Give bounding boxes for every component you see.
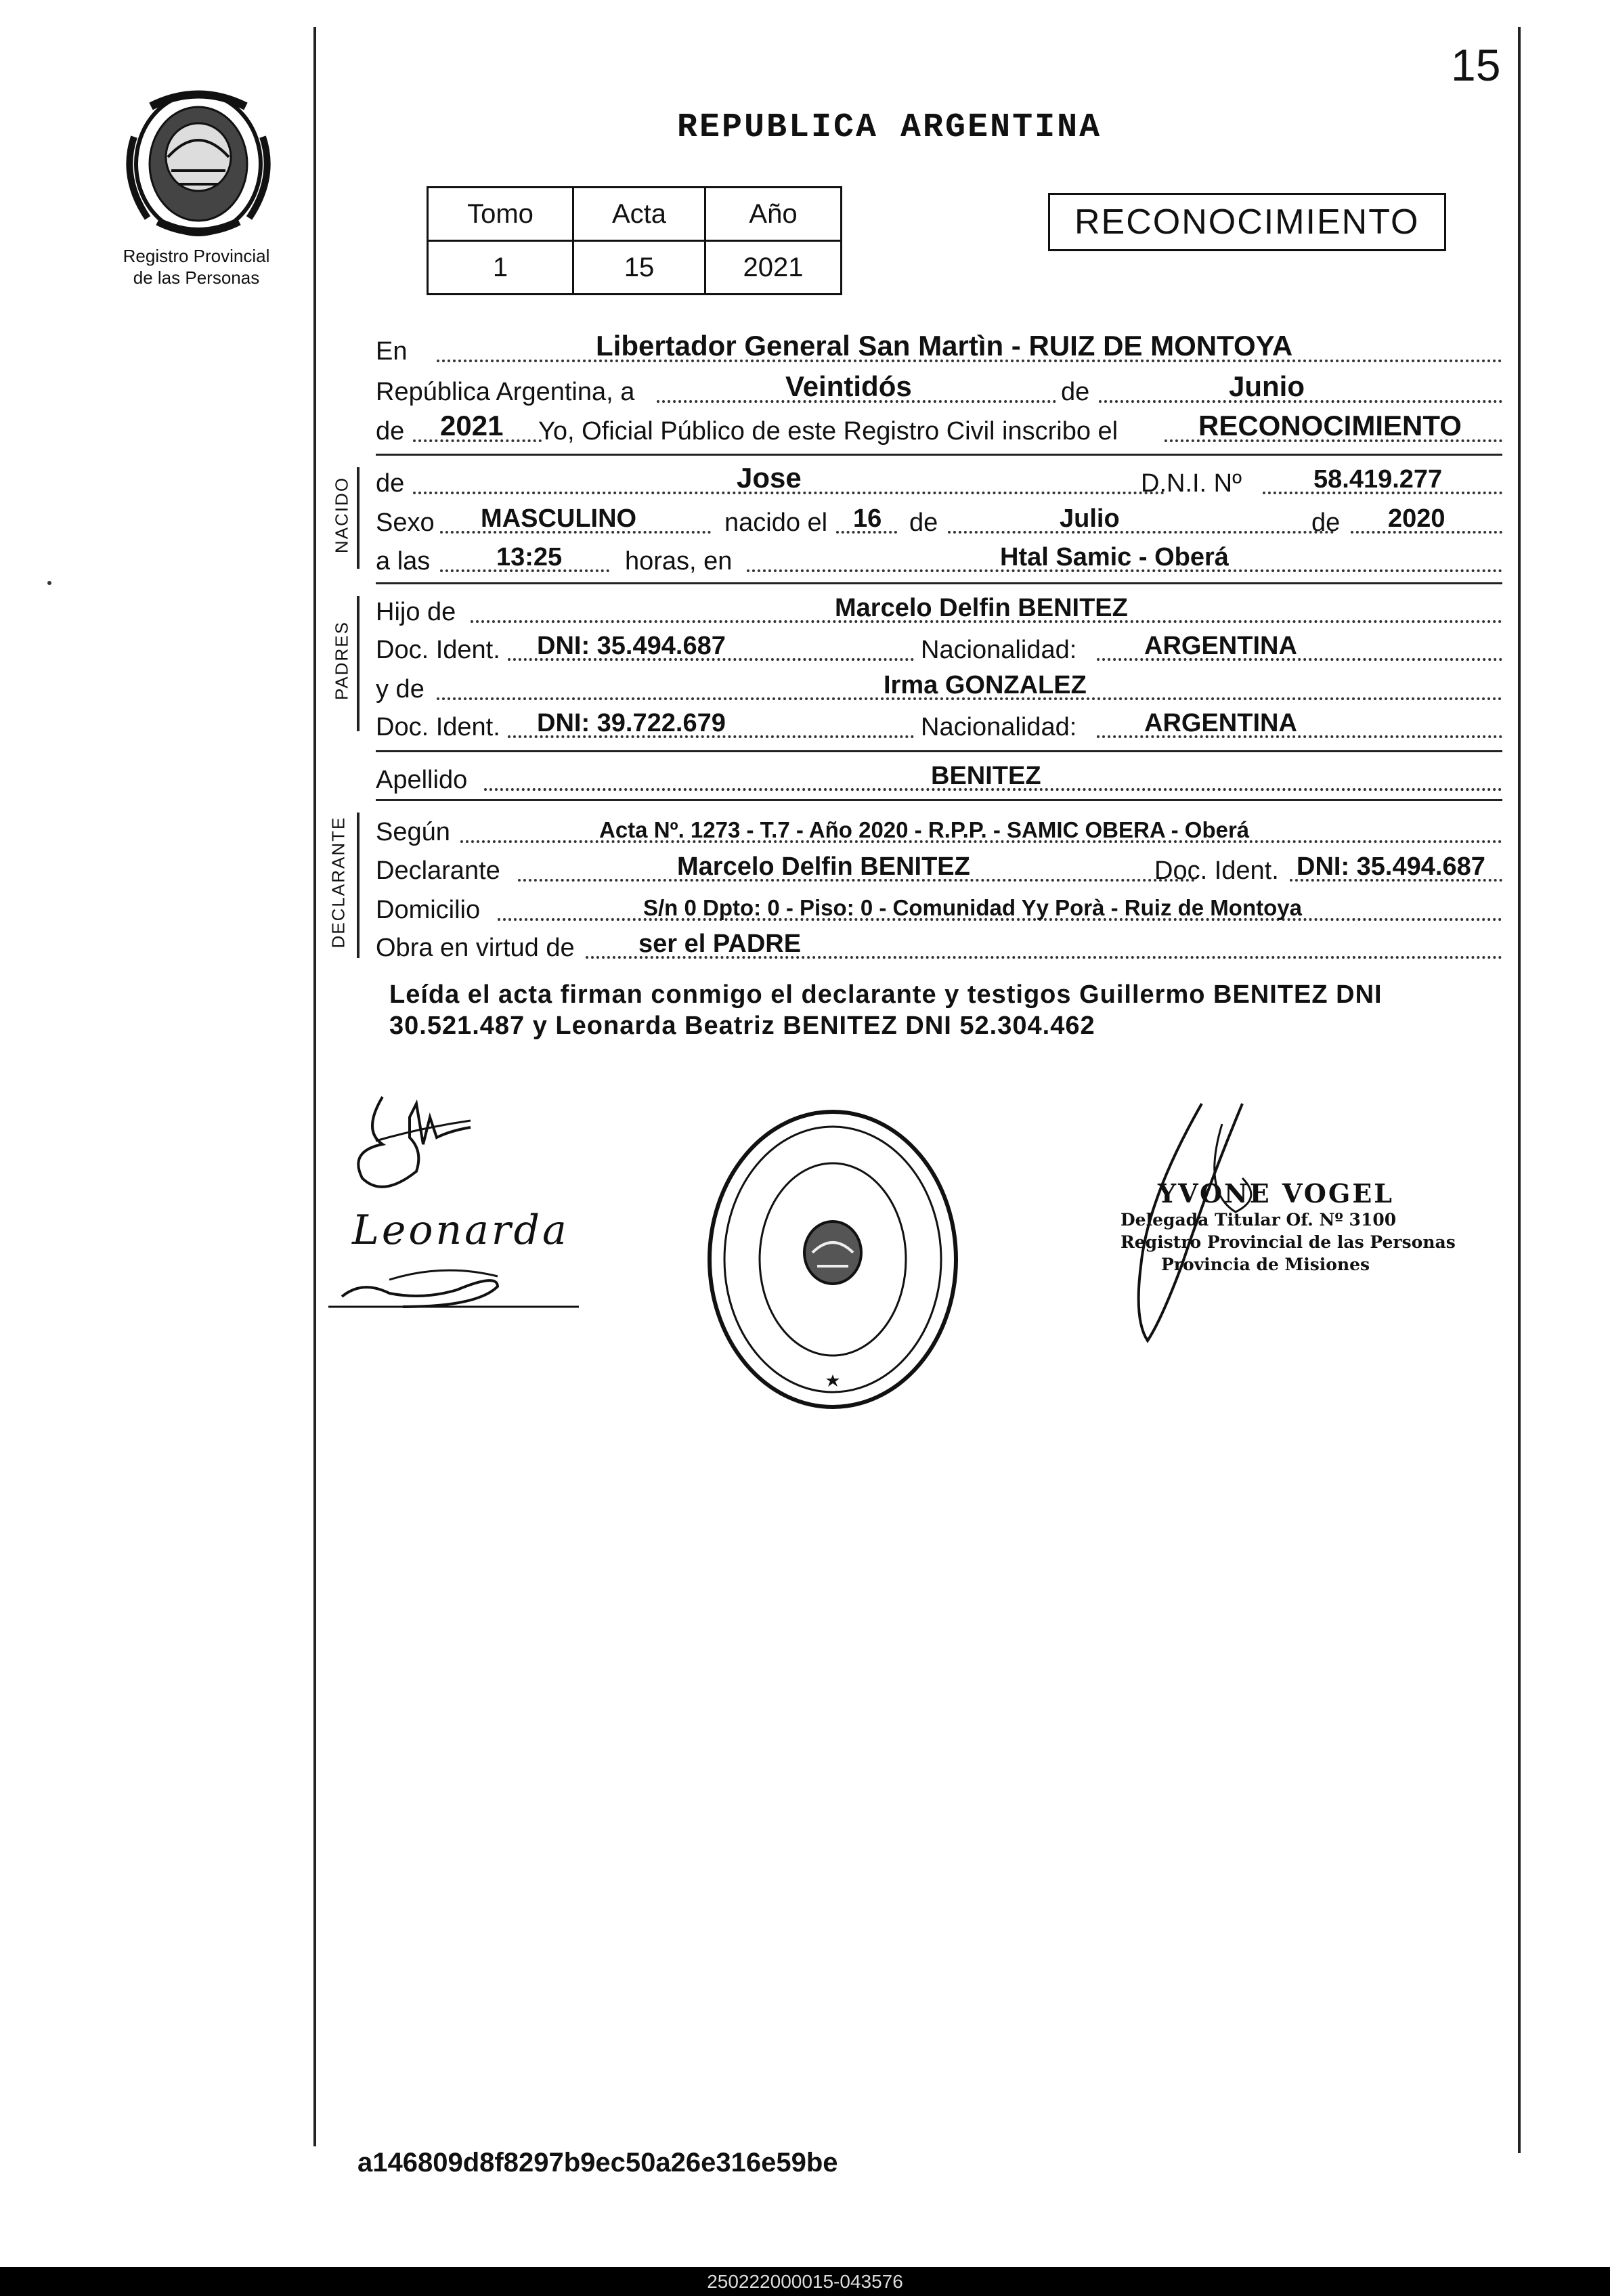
father-doc: DNI: 35.494.687 — [537, 632, 726, 660]
birth-day: 16 — [853, 504, 882, 533]
father-nationality: ARGENTINA — [1144, 632, 1297, 660]
label-en: En — [376, 337, 408, 366]
edge-dot — [47, 581, 51, 585]
label-dni: D.N.I. Nº — [1141, 469, 1242, 498]
official-stamp — [1121, 1178, 1459, 1274]
line-segun — [376, 809, 1502, 850]
child-dni: 58.419.277 — [1313, 465, 1443, 494]
tomo-value: 1 — [428, 241, 573, 295]
footer-id-bar: 250222000015-043576 — [0, 2267, 1610, 2296]
label-apellido: Apellido — [376, 766, 468, 794]
line-madre — [376, 666, 1502, 707]
line-declarante — [376, 848, 1502, 888]
line-father-doc — [376, 627, 1502, 668]
official-province: Provincia de Misiones — [1161, 1255, 1370, 1274]
anio-value: 2021 — [705, 241, 842, 295]
line-apellido — [376, 757, 1502, 798]
sexo-value: MASCULINO — [481, 504, 637, 533]
record-table — [427, 186, 842, 295]
label-y-de: y de — [376, 675, 425, 703]
declarante-name: Marcelo Delfin BENITEZ — [677, 852, 970, 881]
label-obra: Obra en virtud de — [376, 934, 575, 962]
line-sexo — [376, 500, 1502, 540]
label-nacido-el: nacido el — [724, 508, 828, 537]
mother-name: Irma GONZALEZ — [884, 671, 1087, 699]
separator-apellido — [376, 750, 1502, 752]
closing-line1: Leída el acta firman conmigo el declarante y testigos Guillermo BENITEZ DNI — [389, 980, 1383, 1009]
label-yo: Yo, Oficial Público de este Registro Civil inscribo el — [538, 417, 1118, 446]
obra-value: ser el PADRE — [638, 930, 802, 958]
closing-statement — [389, 979, 1513, 1041]
label-sexo: Sexo — [376, 508, 435, 537]
separator-nacido — [376, 454, 1502, 456]
birth-place: Htal Samic - Oberá — [1000, 543, 1229, 571]
anio-header: Año — [705, 188, 842, 241]
day-value: Veintidós — [785, 370, 912, 402]
domicilio-value: S/n 0 Dpto: 0 - Piso: 0 - Comunidad Yy Porà - Ruiz de Montoya — [643, 895, 1302, 920]
birth-time: 13:25 — [496, 543, 563, 571]
line-hora — [376, 538, 1502, 579]
label-segun: Según — [376, 818, 450, 846]
birth-year: 2020 — [1388, 504, 1445, 533]
left-margin-rule — [313, 27, 316, 2146]
dots — [948, 531, 1334, 534]
mother-doc: DNI: 39.722.679 — [537, 709, 726, 737]
crest-caption-line1: Registro Provincial — [123, 246, 270, 266]
separator-declarante — [376, 799, 1502, 801]
mother-nationality: ARGENTINA — [1144, 709, 1297, 737]
record-type-box: RECONOCIMIENTO — [1048, 193, 1446, 251]
label-de-mes: de — [909, 508, 938, 537]
line-obra — [376, 925, 1502, 966]
declarante-side-label: DECLARANTE — [328, 816, 349, 949]
line-republica — [376, 369, 1502, 410]
label-doc-ident: Doc. Ident. — [376, 713, 500, 741]
label-hijo: Hijo de — [376, 598, 456, 626]
label-de2: de — [376, 417, 405, 446]
nacido-side-label: NACIDO — [331, 476, 352, 554]
month-value: Junio — [1229, 370, 1305, 402]
label-doc-ident: Doc. Ident. — [1154, 857, 1279, 885]
birth-month: Julio — [1060, 504, 1120, 533]
line-nacido-name — [376, 460, 1502, 501]
separator-padres — [376, 582, 1502, 584]
official-registry: Registro Provincial de las Personas — [1121, 1232, 1456, 1252]
witness-signature-name: Leonarda — [352, 1207, 569, 1254]
registry-seal — [701, 1104, 965, 1415]
nacido-bracket — [357, 467, 360, 569]
line-domicilio — [376, 887, 1502, 928]
crest-caption-line2: de las Personas — [133, 267, 260, 288]
record-table-value-row — [428, 241, 842, 295]
official-title: Delegada Titular Of. Nº 3100 — [1121, 1210, 1397, 1230]
act-value: RECONOCIMIENTO — [1198, 410, 1462, 441]
declarante-bracket — [357, 813, 360, 958]
page-number: 15 — [1451, 40, 1501, 90]
child-name: Jose — [737, 462, 802, 494]
label-doc-ident: Doc. Ident. — [376, 636, 500, 664]
line-mother-doc — [376, 704, 1502, 745]
record-table-header-row — [428, 188, 842, 241]
label-de: de — [1061, 378, 1090, 406]
label-republica: República Argentina, a — [376, 378, 635, 406]
acta-value: 15 — [573, 241, 705, 295]
segun-value: Acta Nº. 1273 - T.7 - Año 2020 - R.P.P. - SAMIC OBERA - Oberá — [599, 817, 1250, 842]
tomo-header: Tomo — [428, 188, 573, 241]
padres-side-label: PADRES — [331, 621, 352, 700]
label-nacionalidad: Nacionalidad: — [921, 636, 1077, 664]
year-value: 2021 — [440, 410, 504, 441]
father-name: Marcelo Delfin BENITEZ — [835, 594, 1128, 622]
place-value: Libertador General San Martìn - RUIZ DE MONTOYA — [596, 330, 1293, 362]
document-title: REPUBLICA ARGENTINA — [677, 108, 1102, 147]
apellido-value: BENITEZ — [931, 762, 1041, 790]
closing-line2: 30.521.487 y Leonarda Beatriz BENITEZ DNI 52.304.462 — [389, 1012, 1095, 1040]
label-a-las: a las — [376, 547, 431, 576]
document-hash: a146809d8f8297b9ec50a26e316e59be — [357, 2148, 838, 2178]
label-nacionalidad: Nacionalidad: — [921, 713, 1077, 741]
acta-header: Acta — [573, 188, 705, 241]
padres-bracket — [357, 596, 360, 731]
label-horas: horas, en — [625, 547, 733, 576]
label-declarante: Declarante — [376, 857, 500, 885]
label-de: de — [376, 469, 405, 498]
right-margin-rule — [1518, 27, 1521, 2153]
line-year — [376, 408, 1502, 449]
declarante-doc: DNI: 35.494.687 — [1297, 852, 1485, 881]
official-name: YVONE VOGEL — [1158, 1178, 1395, 1209]
line-hijo — [376, 589, 1502, 630]
label-de-anio: de — [1311, 508, 1341, 537]
label-domicilio: Domicilio — [376, 896, 481, 924]
crest-emblem — [121, 83, 276, 245]
line-en — [376, 328, 1502, 369]
crest-caption — [98, 245, 295, 288]
